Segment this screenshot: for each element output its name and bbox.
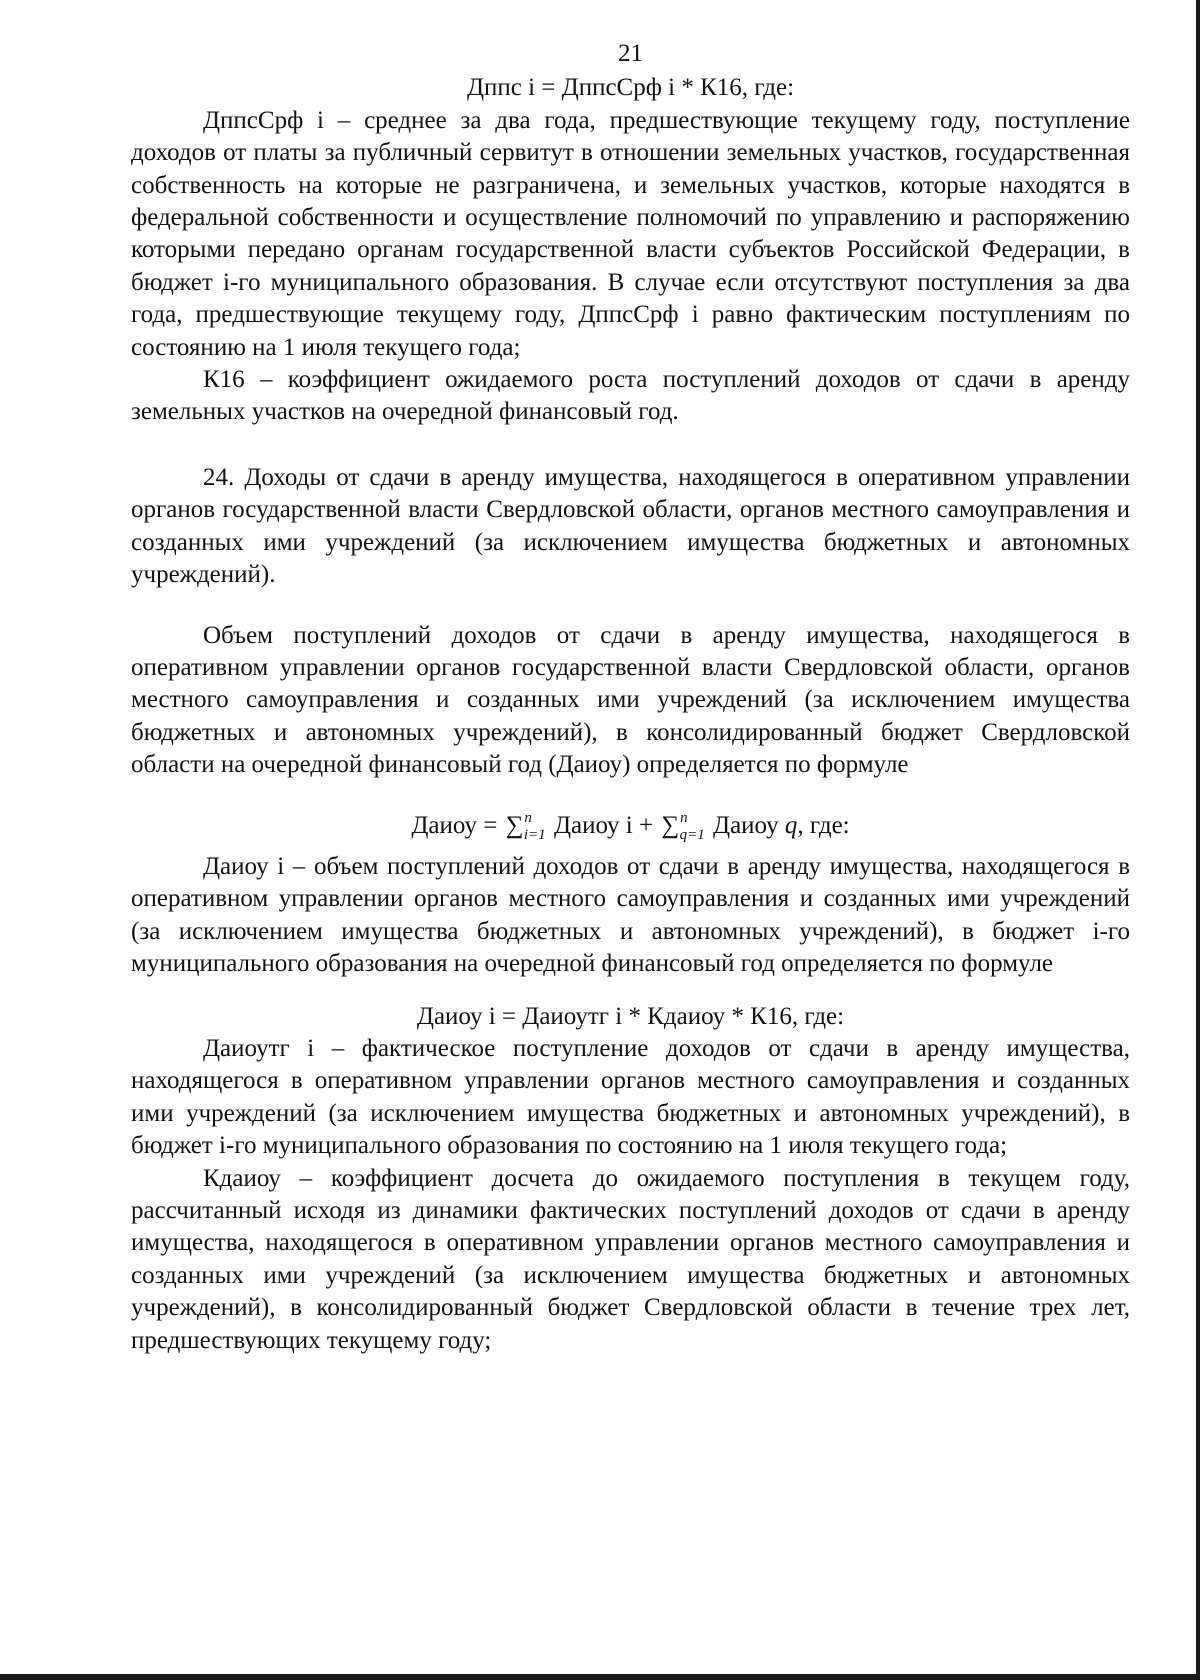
sum-upper-limit: n: [680, 809, 688, 826]
sum-lower-limit: q=1: [679, 826, 705, 843]
formula-lhs: Даиоу =: [411, 811, 504, 839]
formula-term-2: Даиоу: [706, 811, 785, 839]
sum-upper-limit: n: [524, 809, 532, 826]
paragraph-k16-definition: К16 – коэффициент ожидаемого роста поступлений доходов от сдачи в аренду земельных участков на очередной финансовый год.: [131, 366, 1130, 426]
paragraph-daioutg-definition: Даиоутг i – фактическое поступление доходов от сдачи в аренду имущества, находящегося в оперативном управлении органов местного самоуправления и созданных ими учреждений (за исключением имущества бюджетных и автономных учреждений), в бюджет i-го муниципального образования по состоянию на 1 июля текущего года;: [131, 1034, 1130, 1160]
spacer: [131, 981, 1130, 1001]
paragraph-kdaiou-definition: Кдаиоу – коэффициент досчета до ожидаемого поступления в текущем году, рассчитанный исходя из динамики фактических поступлений доходов от сдачи в аренду имущества, находящегося в оперативном управлении органов местного самоуправления и созданных ими учреждений (за исключением имущества бюджетных и автономных учреждений), в консолидированный бюджет Свердловской области в течение трех лет, предшествующих текущему году;: [131, 1164, 1130, 1354]
page-number: 21: [618, 40, 643, 67]
spacer: [131, 782, 1130, 802]
paragraph-daiou-i-definition: Даиоу i – объем поступлений доходов от сдачи в аренду имущества, находящегося в оперативном управлении органов местного самоуправления и созданных ими учреждений (за исключением имущества бюджетных и автономных учреждений), в бюджет i-го муниципального образования на очередной финансовый год определяется по формуле: [131, 852, 1130, 978]
sum-operator-q: [661, 802, 704, 851]
spacer: [131, 429, 1130, 462]
sum-operator-i: [506, 802, 546, 851]
formula-daiou-sum: [131, 802, 1130, 851]
formula-variable-q: q: [784, 811, 798, 839]
scan-border-right: [1196, 0, 1200, 1680]
paragraph-section-24-heading: 24. Доходы от сдачи в аренду имущества, находящегося в оперативном управлении органов государственной власти Свердловской области, органов местного самоуправления и созданных ими учреждений (за исключением имущества бюджетных и автономных учреждений).: [131, 463, 1130, 589]
formula-tail: , где:: [797, 811, 850, 839]
sum-lower-limit: i=1: [523, 826, 546, 843]
formula-term-1: Даиоу i +: [547, 811, 660, 839]
sigma-symbol: ∑: [505, 811, 524, 839]
paragraph-daiou-volume: Объем поступлений доходов от сдачи в аренду имущества, находящегося в оперативном управлении органов государственной власти Свердловской области, органов местного самоуправления и созданных ими учреждений (за исключением имущества бюджетных и автономных учреждений), в консолидированный бюджет Свердловской области на очередной финансовый год (Даиоу) определяется по формуле: [131, 621, 1130, 779]
paragraph-dppssrf-definition: ДппсСрф i – среднее за два года, предшествующие текущему году, поступление доходов от платы за публичный сервитут в отношении земельных участков, государственная собственность на которые не разграничена, и земельных участков, которые находятся в федеральной собственности и осуществление полномочий по управлению и распоряжению которыми передано органам государственной власти субъектов Российской Федерации, в бюджет i-го муниципального образования. В случае если отсутствуют поступления за два года, предшествующие текущему году, ДппсСрф i равно фактическим поступлениям по состоянию на 1 июля текущего года;: [131, 106, 1130, 361]
spacer: [131, 592, 1130, 620]
sigma-symbol: ∑: [661, 811, 680, 839]
scan-border-bottom: [0, 1674, 1200, 1680]
formula-dpps: Дппс i = ДппсСрф i * К16, где:: [466, 74, 795, 102]
formula-daiou-i: Даиоу i = Даиоутг i * Кдаиоу * К16, где:: [416, 1002, 845, 1030]
document-page: [131, 38, 1130, 1357]
